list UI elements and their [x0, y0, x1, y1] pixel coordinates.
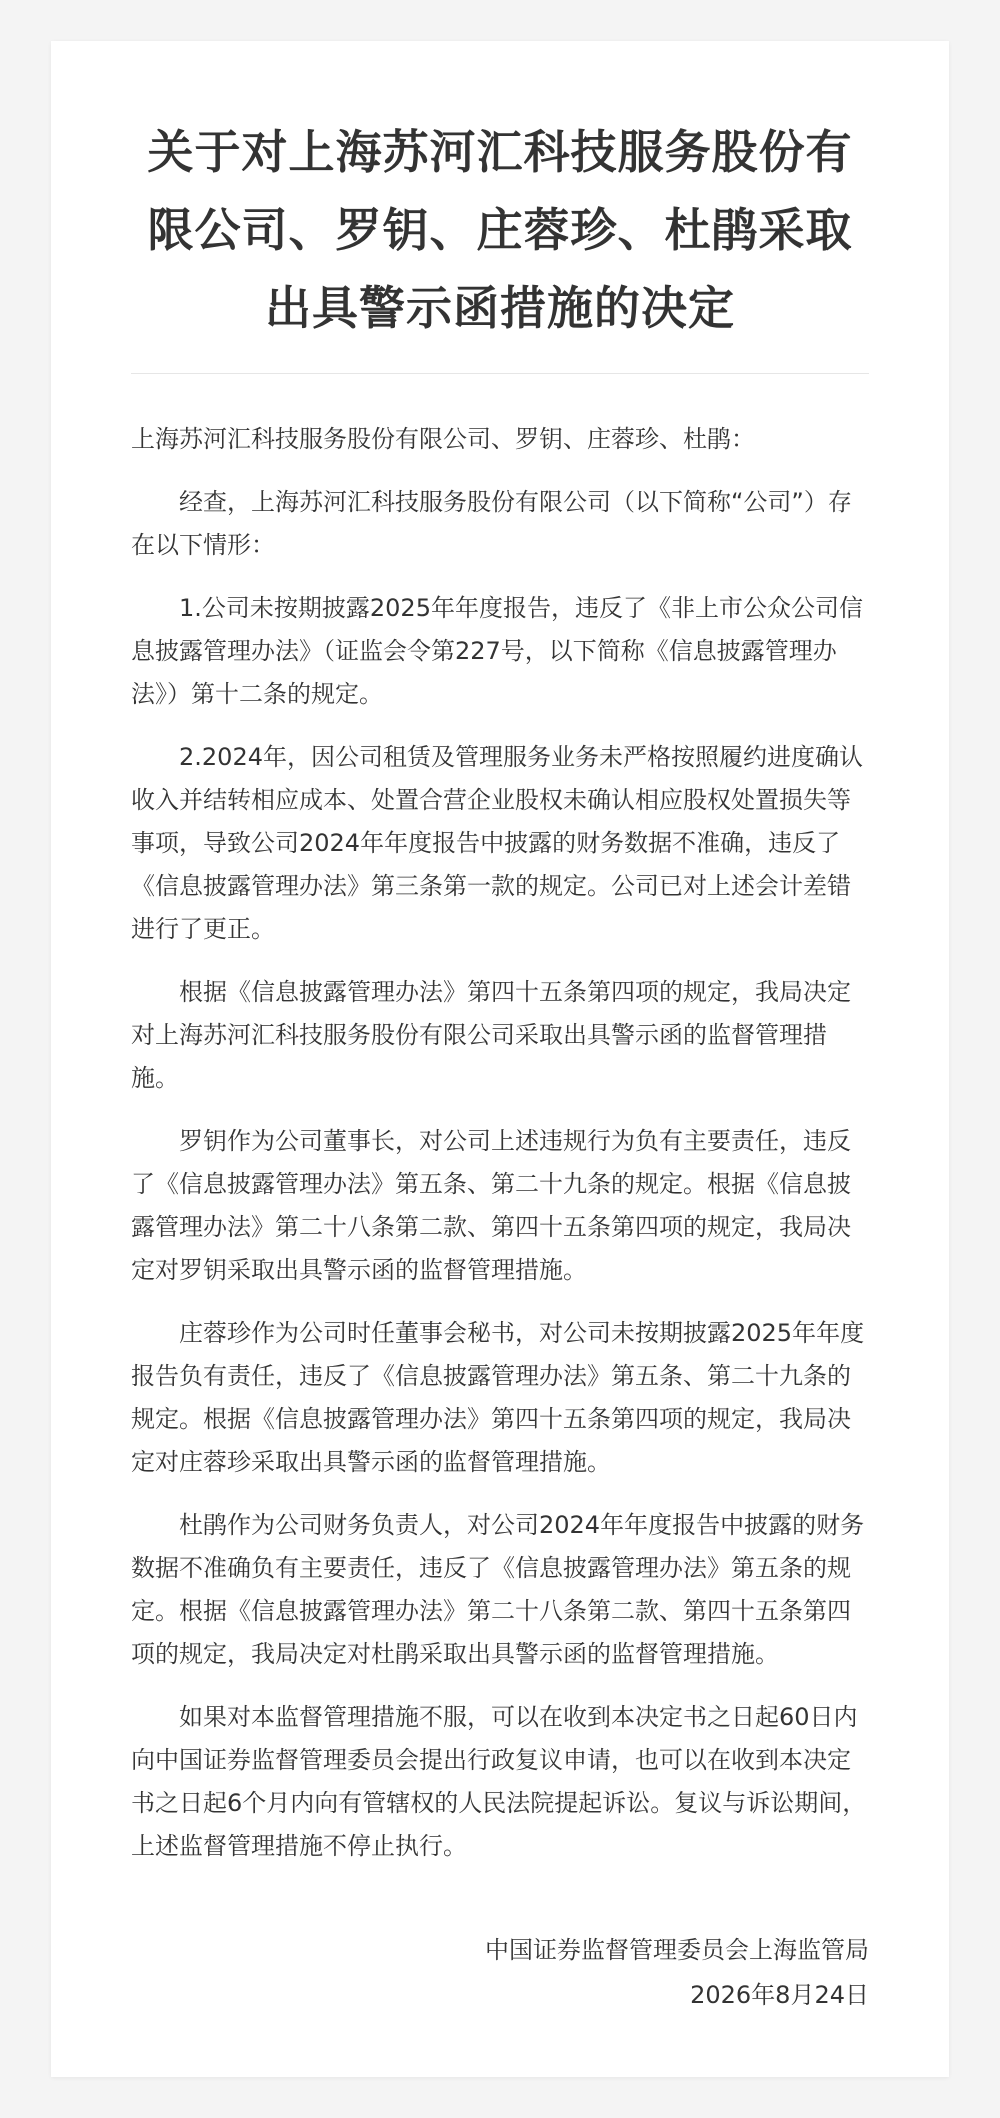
document-body — [131, 418, 869, 1868]
paragraph-decision-chairman: 罗钥作为公司董事长，对公司上述违规行为负有主要责任，违反了《信息披露管理办法》第五条、第二十九条的规定。根据《信息披露管理办法》第二十八条第二款、第四十五条第四项的规定，我局决定对罗钥采取出具警示函的监督管理措施。 — [131, 1127, 851, 1284]
paragraph-finding-1: 1.公司未按期披露2025年年度报告，违反了《非上市公众公司信息披露管理办法》（证监会令第227号，以下简称《信息披露管理办法》）第十二条的规定。 — [131, 594, 863, 708]
document-card — [51, 41, 949, 2077]
paragraph-decision-finance: 杜鹃作为公司财务负责人，对公司2024年年度报告中披露的财务数据不准确负有主要责任，违反了《信息披露管理办法》第五条的规定。根据《信息披露管理办法》第二十八条第二款、第四十五条第四项的规定，我局决定对杜鹃采取出具警示函的监督管理措施。 — [131, 1511, 865, 1668]
title-divider — [131, 373, 869, 374]
paragraph-finding-2: 2.2024年，因公司租赁及管理服务业务未严格按照履约进度确认收入并结转相应成本、处置合营企业股权未确认相应股权处置损失等事项，导致公司2024年年度报告中披露的财务数据不准确，违反了《信息披露管理办法》第三条第一款的规定。公司已对上述会计差错进行了更正。 — [131, 743, 863, 943]
salutation: 上海苏河汇科技服务股份有限公司、罗钥、庄蓉珍、杜鹃： — [131, 425, 755, 453]
paragraph-intro: 经查，上海苏河汇科技服务股份有限公司（以下简称“公司”）存在以下情形： — [131, 488, 852, 559]
document-title: 关于对上海苏河汇科技服务股份有限公司、罗钥、庄蓉珍、杜鹃采取出具警示函措施的决定 — [147, 125, 853, 335]
paragraph-decision-secretary: 庄蓉珍作为公司时任董事会秘书，对公司未按期披露2025年年度报告负有责任，违反了《信息披露管理办法》第五条、第二十九条的规定。根据《信息披露管理办法》第四十五条第四项的规定，我局决定对庄蓉珍采取出具警示函的监督管理措施。 — [131, 1319, 865, 1476]
signature-block — [131, 1928, 869, 2018]
paragraph-decision-company: 根据《信息披露管理办法》第四十五条第四项的规定，我局决定对上海苏河汇科技服务股份有限公司采取出具警示函的监督管理措施。 — [131, 978, 851, 1092]
issuer-name: 中国证券监督管理委员会上海监管局 — [485, 1936, 869, 1964]
paragraph-appeal: 如果对本监督管理措施不服，可以在收到本决定书之日起60日内向中国证券监督管理委员会提出行政复议申请，也可以在收到本决定书之日起6个月内向有管辖权的人民法院提起诉讼。复议与诉讼期间，上述监督管理措施不停止执行。 — [131, 1703, 867, 1860]
issue-date: 2026年8月24日 — [690, 1981, 869, 2009]
